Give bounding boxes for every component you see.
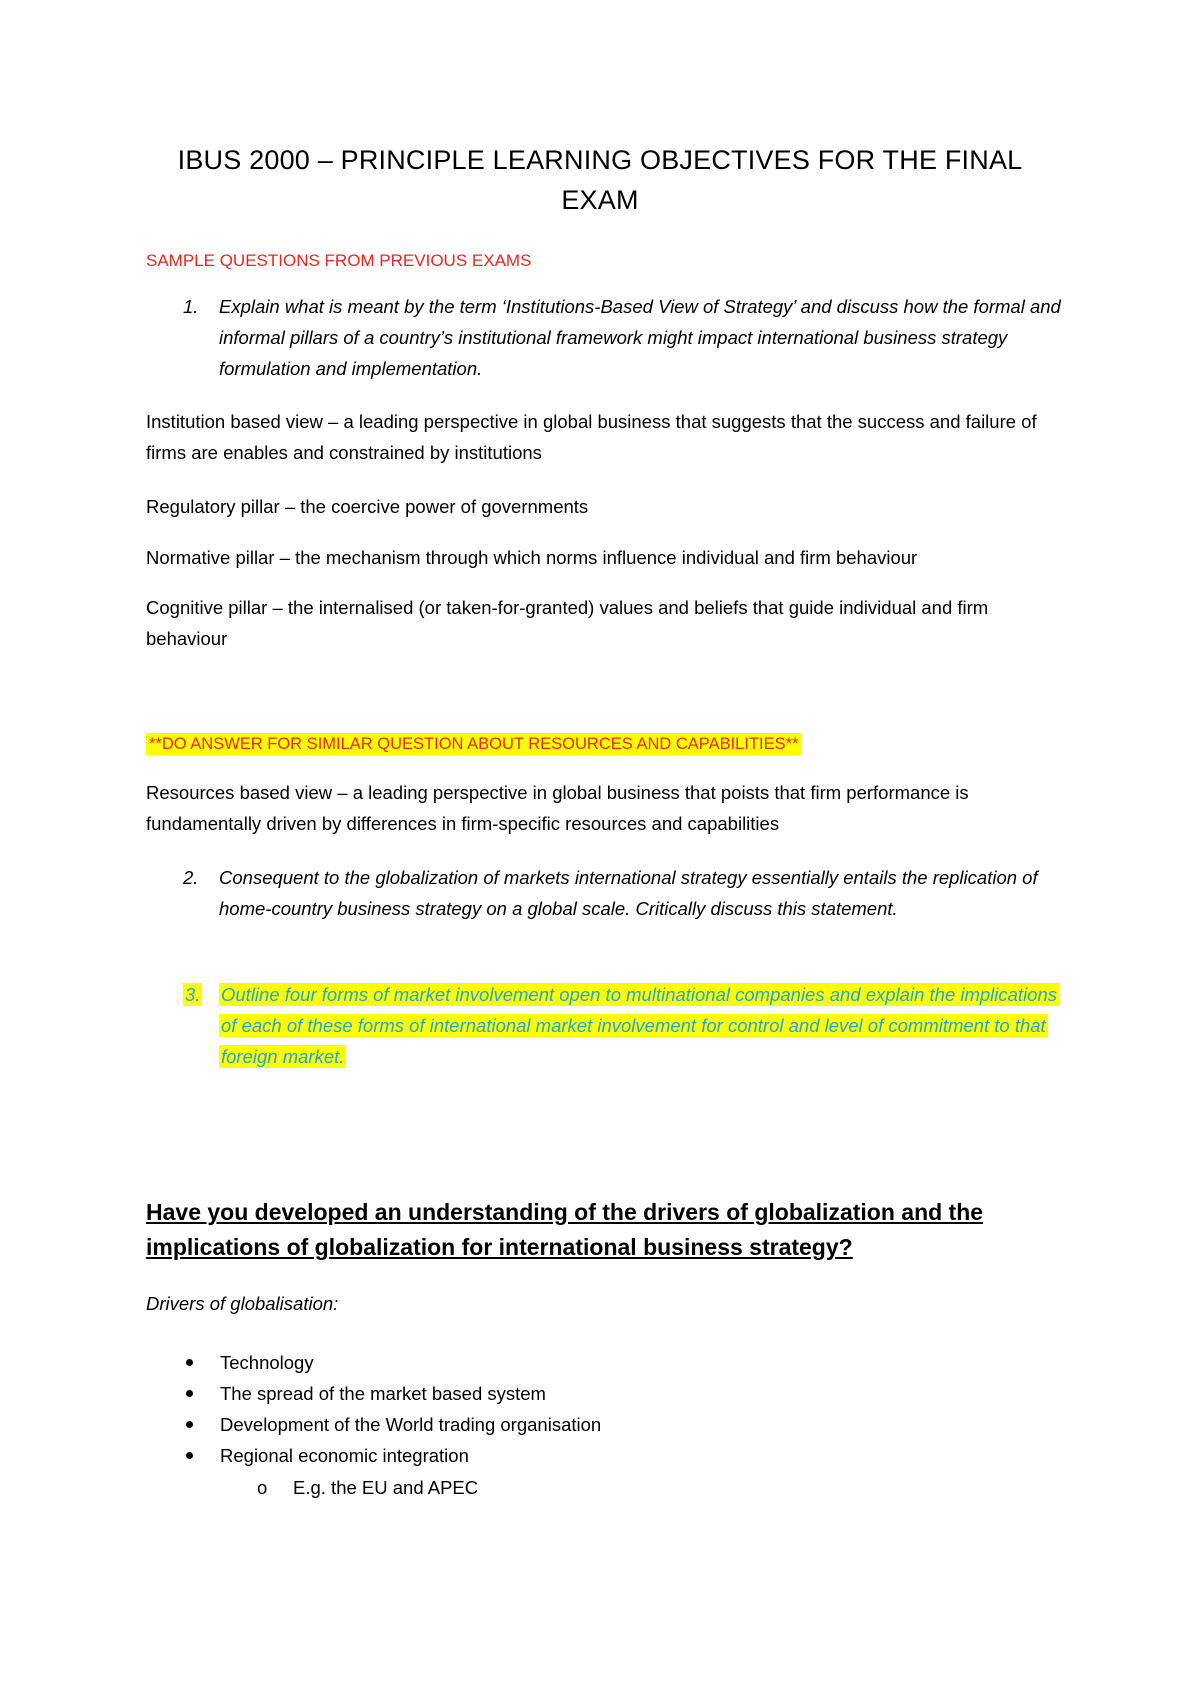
hollow-bullet-icon: o bbox=[257, 1477, 268, 1498]
resources-note-highlight: **DO ANSWER FOR SIMILAR QUESTION ABOUT RESOURCES AND CAPABILITIES** bbox=[146, 733, 801, 755]
document-title bbox=[146, 140, 1054, 220]
bullet-icon bbox=[186, 1359, 193, 1366]
list-item bbox=[186, 1409, 601, 1440]
driver-label: Technology bbox=[220, 1352, 314, 1373]
bullet-icon bbox=[186, 1421, 193, 1428]
sample-questions-label: SAMPLE QUESTIONS FROM PREVIOUS EXAMS bbox=[146, 251, 532, 270]
drivers-title: Drivers of globalisation: bbox=[146, 1293, 339, 1314]
question-2-number: 2. bbox=[183, 867, 199, 888]
bullet-icon bbox=[186, 1452, 193, 1459]
regulatory-pillar-text: Regulatory pillar – the coercive power of governments bbox=[146, 496, 589, 517]
question-1-number: 1. bbox=[183, 296, 199, 317]
sub-item-text: E.g. the EU and APEC bbox=[293, 1477, 479, 1498]
driver-label: Development of the World trading organisation bbox=[220, 1414, 602, 1435]
section-heading: Have you developed an understanding of the drivers of globalization and the implications of globalization for international business strategy? bbox=[146, 1199, 984, 1260]
normative-pillar-text: Normative pillar – the mechanism through which norms influence individual and firm behaviour bbox=[146, 547, 918, 568]
driver-label: Regional economic integration bbox=[220, 1445, 469, 1466]
drivers-list bbox=[186, 1347, 601, 1471]
list-item bbox=[186, 1347, 601, 1378]
resources-note bbox=[146, 727, 1066, 760]
question-3 bbox=[183, 979, 1063, 1074]
question-3-number: 3. bbox=[185, 984, 201, 1005]
question-2 bbox=[183, 862, 1063, 957]
title-line-1: IBUS 2000 – PRINCIPLE LEARNING OBJECTIVES FOR THE FINAL bbox=[177, 145, 1023, 175]
question-1 bbox=[183, 291, 1063, 386]
driver-label: The spread of the market based system bbox=[220, 1383, 546, 1404]
list-item bbox=[186, 1440, 601, 1471]
resources-view-text: Resources based view – a leading perspective in global business that poists that firm performance is fundamentally driven by differences in firm-specific resources and capabilities bbox=[146, 782, 969, 834]
cognitive-pillar-text: Cognitive pillar – the internalised (or taken-for-granted) values and beliefs that guide individual and firm behaviour bbox=[146, 597, 989, 649]
question-1-text: Explain what is meant by the term ‘Institutions-Based View of Strategy’ and discuss how the formal and informal pillars of a country’s institutional framework might impact international business strategy formulation and implementation. bbox=[219, 296, 1061, 379]
question-2-text: Consequent to the globalization of markets international strategy essentially entails the replication of home-country business strategy on a global scale. Critically discuss this statement. bbox=[219, 867, 1038, 919]
question-3-text: Outline four forms of market involvement open to multinational companies and explain the implications of each of these forms of international market involvement for control and level of commitment to that foreign market. bbox=[221, 984, 1058, 1067]
institution-view-text: Institution based view – a leading perspective in global business that suggests that the success and failure of firms are enables and constrained by institutions bbox=[146, 411, 1037, 463]
title-line-2: EXAM bbox=[561, 185, 639, 215]
list-item bbox=[186, 1378, 601, 1409]
bullet-icon bbox=[186, 1390, 193, 1397]
